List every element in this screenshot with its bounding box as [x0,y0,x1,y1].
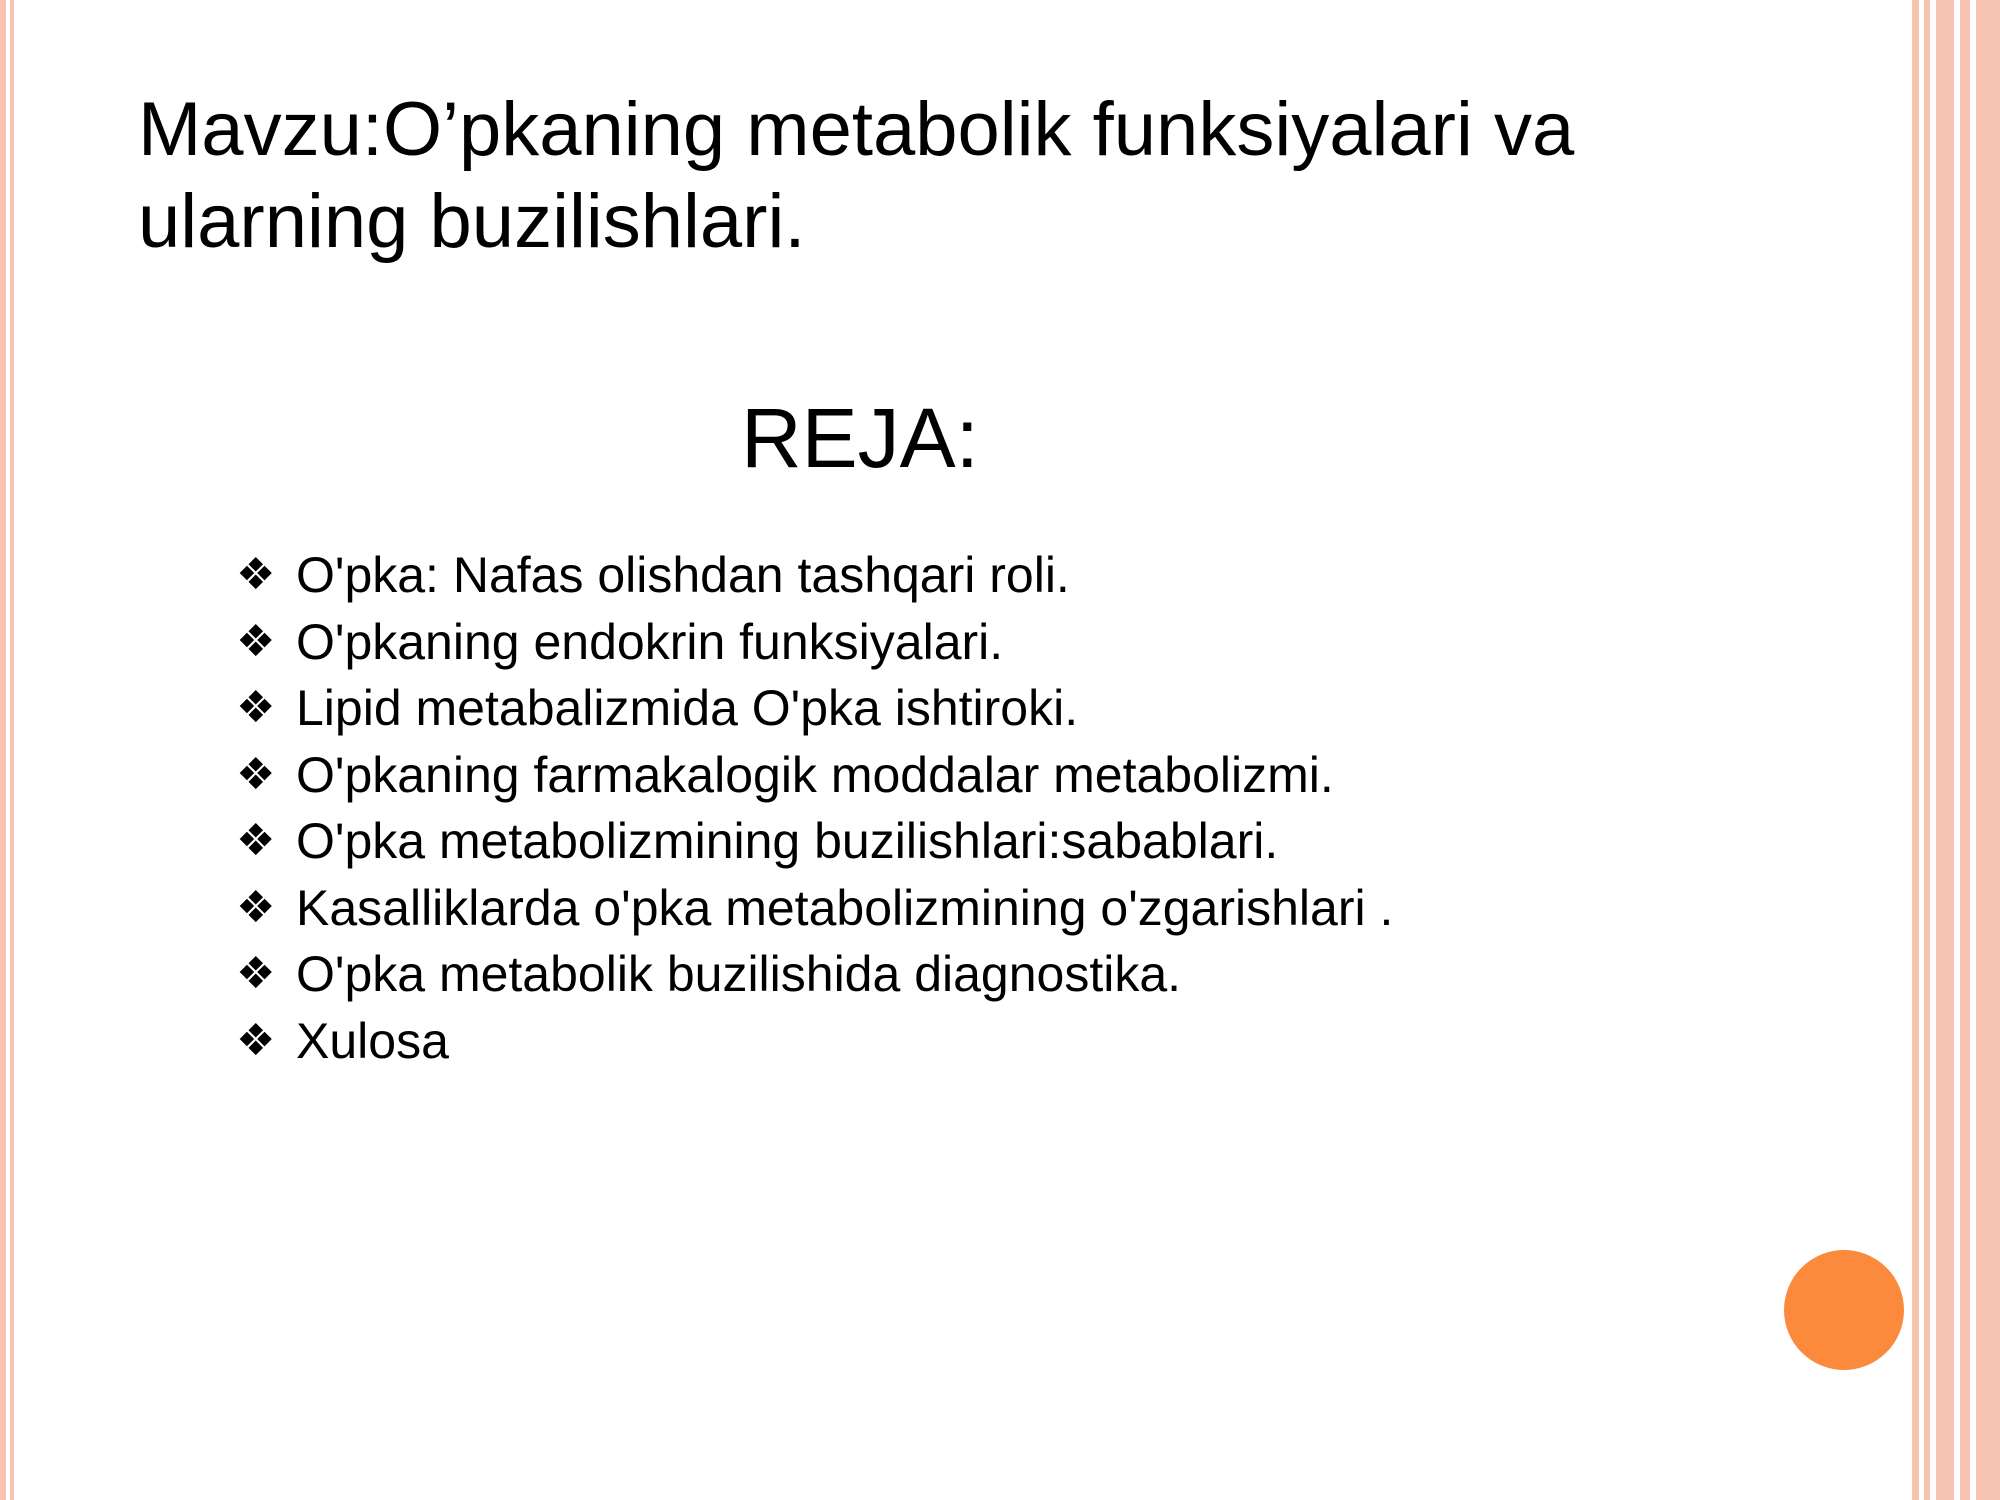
slide-title-line: Mavzu:O’pkaning metabolik funksiyalari va [138,87,1575,172]
list-item [236,875,1393,942]
slide-title-line: ularning buzilishlari. [138,179,806,264]
left-border-line [10,0,14,1500]
list-item [236,941,1393,1008]
list-item-text: O'pkaning endokrin funksiyalari. [296,613,1004,670]
list-item [236,808,1393,875]
list-item-text: Lipid metabalizmida O'pka ishtiroki. [296,680,1079,737]
list-item-text: O'pkaning farmakalogik moddalar metabolizmi. [296,746,1334,803]
diamond-bullet-icon: ❖ [236,682,276,734]
plan-list [236,542,1393,1074]
diamond-bullet-icon: ❖ [236,549,276,601]
right-border-line [1912,0,1919,1500]
list-item-text: O'pka metabolizmining buzilishlari:sabablari. [296,813,1279,870]
list-item [236,609,1393,676]
list-item [236,542,1393,609]
right-border-line [1976,0,2000,1500]
slide-title [138,84,1698,268]
list-item [236,742,1393,809]
diamond-bullet-icon: ❖ [236,748,276,800]
list-item [236,675,1393,742]
right-border-line [1960,0,1970,1500]
list-item-text: O'pka: Nafas olishdan tashqari roli. [296,547,1070,604]
list-item-text: Kasalliklarda o'pka metabolizmining o'zgarishlari . [296,879,1394,936]
plan-heading: REJA: [740,391,980,485]
diamond-bullet-icon: ❖ [236,615,276,667]
diamond-bullet-icon: ❖ [236,815,276,867]
decorative-circle [1784,1250,1904,1370]
list-item [236,1008,1393,1075]
diamond-bullet-icon: ❖ [236,948,276,1000]
diamond-bullet-icon: ❖ [236,1014,276,1066]
diamond-bullet-icon: ❖ [236,881,276,933]
right-border-line [1924,0,1930,1500]
list-item-text: O'pka metabolik buzilishida diagnostika. [296,946,1182,1003]
list-item-text: Xulosa [296,1012,449,1069]
right-border-line [1936,0,1954,1500]
left-border-line [0,0,6,1500]
